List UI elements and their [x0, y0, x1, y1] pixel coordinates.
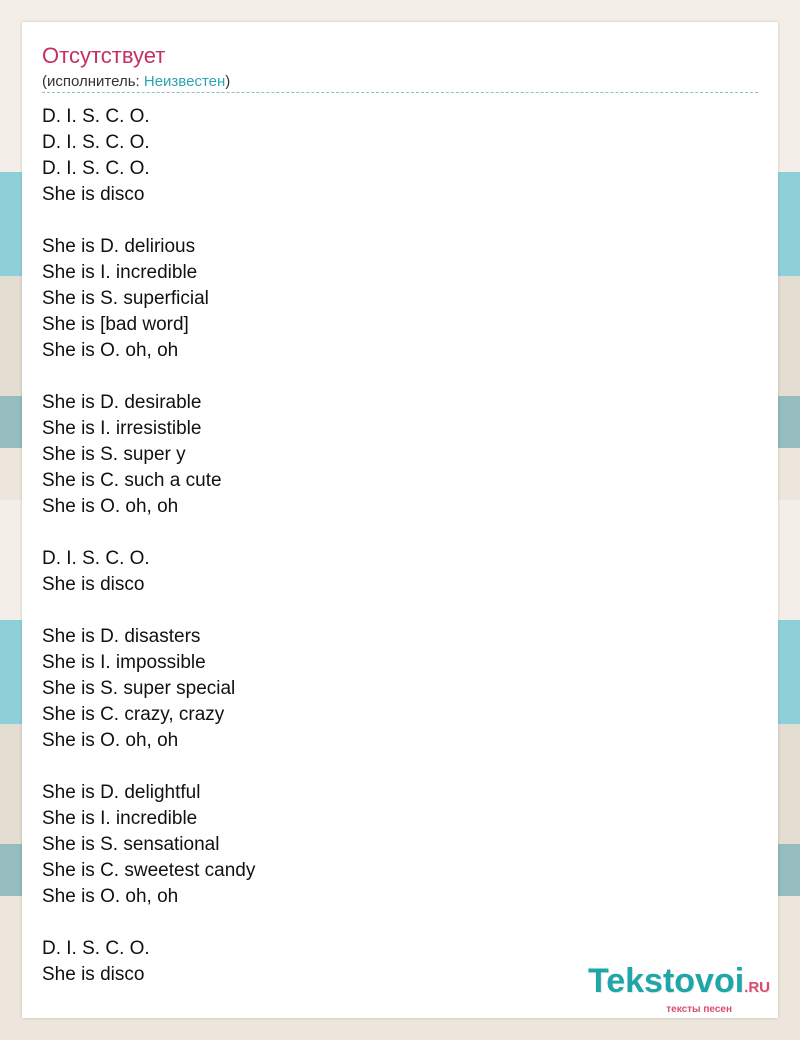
lyric-line: She is I. impossible — [42, 652, 206, 673]
lyric-line: She is D. delightful — [42, 782, 201, 803]
lyric-blank-line — [42, 754, 742, 780]
logo-suffix: .RU — [744, 979, 770, 996]
lyric-blank-line — [42, 208, 742, 234]
lyric-blank-line — [42, 910, 742, 936]
lyric-line: She is [bad word] — [42, 314, 189, 335]
lyric-line: She is C. sweetest candy — [42, 860, 256, 881]
lyric-line: She is O. oh, oh — [42, 496, 179, 517]
artist-link[interactable]: Неизвестен — [143, 73, 226, 90]
lyrics-card — [22, 22, 778, 1018]
lyric-line: She is S. sensational — [42, 834, 220, 855]
site-logo[interactable] — [588, 963, 770, 1016]
lyric-line: She is D. disasters — [42, 626, 201, 647]
logo-main-text: Tekstovoi — [587, 962, 745, 1000]
artist-prefix: (исполнитель: — [42, 73, 144, 90]
lyric-line: She is I. incredible — [42, 808, 198, 829]
lyric-line: She is S. superficial — [42, 288, 209, 309]
lyric-line: D. I. S. C. O. — [42, 548, 150, 569]
lyric-line: She is O. oh, oh — [42, 340, 179, 361]
lyric-line: She is I. irresistible — [42, 418, 202, 439]
lyric-line: She is O. oh, oh — [42, 886, 179, 907]
lyric-line: D. I. S. C. O. — [42, 158, 150, 179]
lyric-line: She is I. incredible — [42, 262, 198, 283]
lyric-blank-line — [42, 520, 742, 546]
lyric-line: She is O. oh, oh — [42, 730, 179, 751]
logo-tagline: тексты песен — [666, 1004, 732, 1015]
lyric-line: D. I. S. C. O. — [42, 132, 150, 153]
lyric-line: She is D. delirious — [42, 236, 196, 257]
lyric-line: D. I. S. C. O. — [42, 106, 150, 127]
lyric-line: She is disco — [42, 964, 145, 985]
lyric-line: D. I. S. C. O. — [42, 938, 150, 959]
lyric-line: She is D. desirable — [42, 392, 202, 413]
lyric-blank-line — [42, 364, 742, 390]
lyric-line: She is C. crazy, crazy — [42, 704, 225, 725]
lyric-line: She is disco — [42, 574, 145, 595]
lyric-line: She is disco — [42, 184, 145, 205]
lyrics-body — [42, 104, 742, 988]
lyric-blank-line — [42, 598, 742, 624]
song-title: Отсутствует — [42, 43, 166, 68]
artist-line — [42, 72, 230, 92]
lyric-line: She is S. super special — [42, 678, 236, 699]
lyric-line: She is S. super y — [42, 444, 186, 465]
artist-suffix: ) — [225, 73, 231, 90]
header-divider — [42, 92, 758, 93]
logo-wordmark[interactable] — [588, 963, 770, 1006]
lyric-line: She is C. such a cute — [42, 470, 222, 491]
